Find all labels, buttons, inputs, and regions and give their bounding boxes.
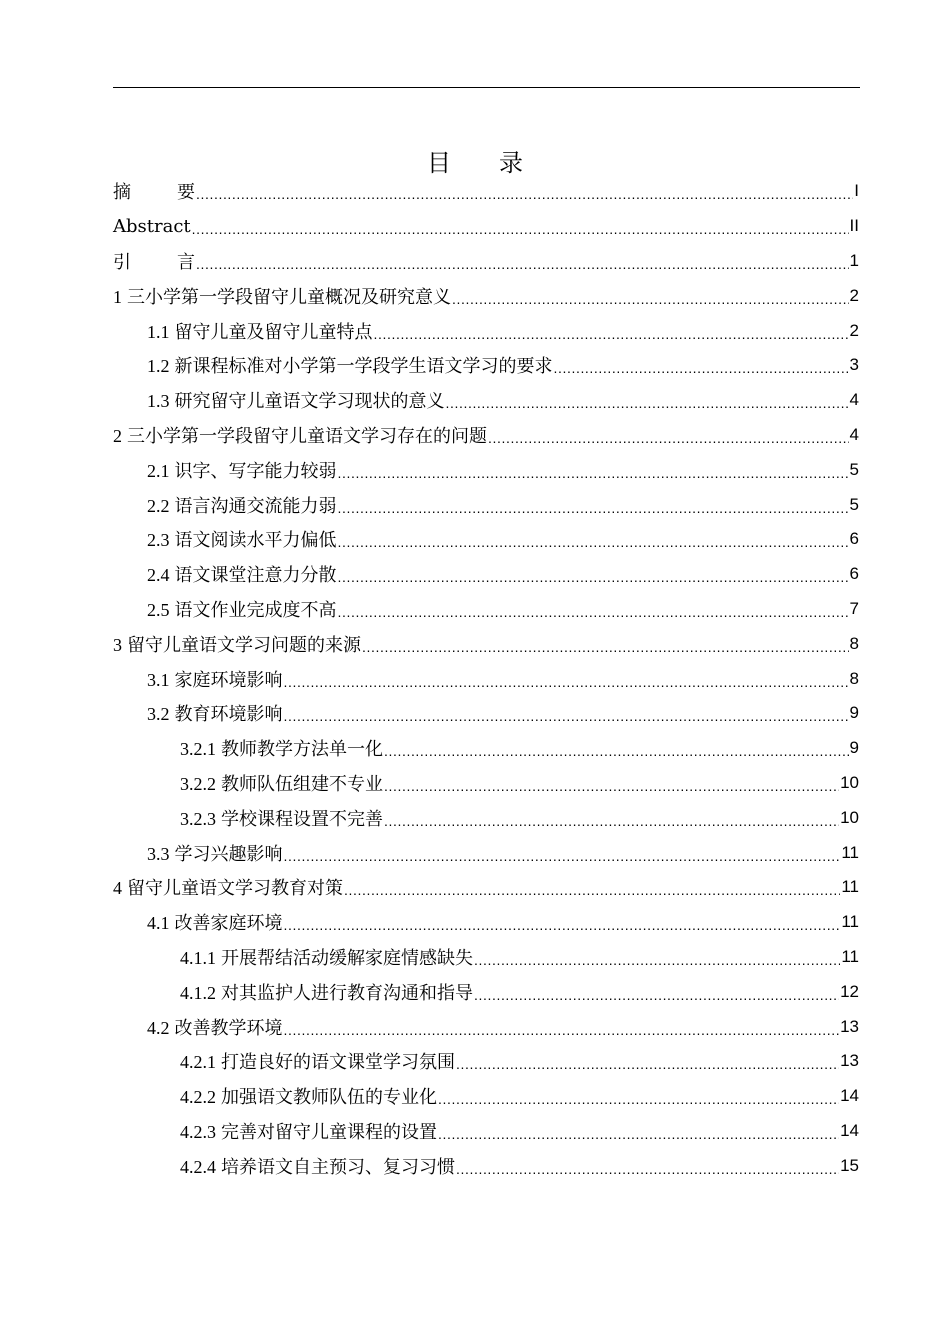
dot-leader [196,252,849,270]
toc-entry-number: 4 [113,878,122,899]
toc-entry-page-number: 9 [849,703,859,723]
toc-entry-label-char: 言 [177,251,195,273]
dot-leader [456,1157,839,1175]
toc-entry-page-number: 11 [841,842,859,862]
dot-leader [362,635,849,653]
toc-entry-text: 改善教学环境 [174,1017,283,1039]
dot-leader [384,774,839,792]
toc-entry-text: 研究留守儿童语文学习现状的意义 [174,391,445,413]
toc-entry-page-number: 2 [849,320,859,340]
toc-entry-number: 4.1 [147,913,170,934]
toc-entry-text: 语文阅读水平力偏低 [174,530,337,552]
toc-entry-text: 家庭环境影响 [174,669,283,691]
toc-entry[interactable] [113,278,859,313]
toc-entry[interactable] [113,487,859,522]
toc-entry-label [147,596,337,622]
toc-entry-page-number: 10 [840,807,859,827]
dot-leader [284,844,841,862]
toc-entry-number: 4.2.3 [180,1121,216,1142]
toc-entry-number: 1 [113,286,122,307]
toc-entry-text: 语文课堂注意力分散 [174,565,337,587]
toc-entry-page-number: 1 [849,250,859,270]
toc-entry-number: 3.2.1 [180,739,216,760]
toc-entry[interactable] [113,974,859,1009]
toc-entry[interactable] [113,418,859,453]
toc-entry[interactable] [113,731,859,766]
toc-entry-label [180,979,473,1005]
toc-entry-text: 教师教学方法单一化 [221,739,383,761]
toc-entry[interactable] [113,209,859,244]
toc-entry-text: 留守儿童语文学习教育对策 [127,878,343,900]
dot-leader [338,600,849,618]
table-of-contents [113,174,859,1183]
dot-leader [488,426,849,444]
toc-entry-number: 3 [113,634,122,655]
toc-entry[interactable] [113,1044,859,1079]
toc-entry-label [180,805,383,831]
toc-entry-label [113,283,451,309]
toc-entry[interactable] [113,870,859,905]
dot-leader [284,704,849,722]
toc-entry-page-number: 5 [849,459,859,479]
toc-entry-label [113,248,195,274]
dot-leader [338,496,849,514]
dot-leader [554,356,849,374]
toc-entry-number: 2.1 [147,460,170,481]
toc-entry-page-number: I [854,181,859,201]
toc-entry-text: 三小学第一学段留守儿童语文学习存在的问题 [127,425,487,447]
toc-entry-text: 识字、写字能力较弱 [174,460,337,482]
dot-leader [338,565,849,583]
toc-entry-page-number: 6 [849,564,859,584]
toc-entry-label-char: 引 [113,251,131,273]
toc-entry-label [147,1014,283,1040]
dot-leader [284,670,849,688]
toc-entry[interactable] [113,940,859,975]
toc-entry[interactable] [113,626,859,661]
toc-entry[interactable] [113,800,859,835]
toc-entry-number: 3.2 [147,704,170,725]
dot-leader [452,287,849,305]
dot-leader [284,1018,840,1036]
toc-entry-label [147,840,283,866]
toc-entry-page-number: 14 [840,1086,859,1106]
toc-entry-number: 1.2 [147,356,170,377]
toc-entry-number: 2.2 [147,495,170,516]
toc-entry-number: 2.3 [147,530,170,551]
toc-entry-page-number: 4 [849,424,859,444]
dot-leader [438,1122,839,1140]
toc-entry[interactable] [113,348,859,383]
toc-entry[interactable] [113,174,859,209]
toc-entry-number: 1.3 [147,391,170,412]
header-rule [113,87,860,88]
toc-entry[interactable] [113,1114,859,1149]
toc-entry-number: 4.2 [147,1017,170,1038]
toc-entry-text: 改善家庭环境 [174,913,283,935]
toc-entry-text: 加强语文教师队伍的专业化 [221,1087,437,1109]
toc-entry-page-number: II [849,216,859,236]
toc-entry-page-number: 13 [840,1016,859,1036]
dot-leader [374,322,849,340]
toc-entry-text: 开展帮结活动缓解家庭情感缺失 [221,947,473,969]
toc-entry[interactable] [113,557,859,592]
toc-entry-label-char: 摘 [113,182,131,204]
toc-entry-label [147,909,283,935]
toc-entry-label [147,352,553,378]
toc-entry-label [147,457,337,483]
toc-entry-text: 打造良好的语文课堂学习氛围 [221,1052,455,1074]
toc-entry-number: 1.1 [147,321,170,342]
toc-entry-label [113,422,487,448]
toc-entry[interactable] [113,835,859,870]
toc-entry-text: Abstract [113,215,191,237]
toc-entry-text: 语言沟通交流能力弱 [174,495,337,517]
dot-leader [384,809,839,827]
dot-leader [284,913,841,931]
toc-entry-text: 对其监护人进行教育沟通和指导 [221,982,473,1004]
toc-entry-label [180,1118,437,1144]
toc-entry-number: 4.2.4 [180,1156,216,1177]
toc-entry-number: 4.1.2 [180,982,216,1003]
toc-entry-label [147,387,445,413]
toc-entry[interactable] [113,696,859,731]
toc-entry-number: 3.2.2 [180,773,216,794]
toc-entry-label [180,1153,455,1179]
toc-entry-text: 教育环境影响 [174,704,283,726]
toc-entry-text: 留守儿童语文学习问题的来源 [127,634,361,656]
toc-entry-text: 完善对留守儿童课程的设置 [221,1121,437,1143]
toc-entry-page-number: 8 [849,668,859,688]
toc-entry-label [147,526,337,552]
toc-entry-text: 教师队伍组建不专业 [221,773,383,795]
toc-entry-label [180,1048,455,1074]
toc-entry-text: 培养语文自主预习、复习习惯 [221,1156,455,1178]
toc-entry-number: 2.5 [147,599,170,620]
toc-entry-number: 2 [113,425,122,446]
dot-leader [384,739,849,757]
toc-entry-page-number: 12 [840,981,859,1001]
dot-leader [456,1052,839,1070]
dot-leader [474,983,839,1001]
toc-entry[interactable] [113,1148,859,1183]
dot-leader [474,948,840,966]
toc-entry-number: 2.4 [147,565,170,586]
toc-entry-label [180,770,383,796]
toc-entry[interactable] [113,452,859,487]
toc-title [0,143,950,178]
toc-title-char-1: 目 [427,149,451,177]
toc-entry-page-number: 9 [849,738,859,758]
toc-entry-page-number: 2 [849,285,859,305]
toc-entry-label [113,216,191,237]
toc-entry-page-number: 10 [840,772,859,792]
dot-leader [438,1087,839,1105]
toc-entry-label [113,631,361,657]
toc-entry-label [113,874,343,900]
toc-entry[interactable] [113,383,859,418]
toc-entry[interactable] [113,244,859,279]
toc-entry-label [147,561,337,587]
toc-entry-text: 新课程标准对小学第一学段学生语文学习的要求 [174,356,553,378]
dot-leader [338,530,849,548]
toc-entry-label [180,735,383,761]
toc-entry-page-number: 13 [840,1051,859,1071]
toc-entry-number: 3.2.3 [180,808,216,829]
dot-leader [196,182,853,200]
toc-entry-text: 三小学第一学段留守儿童概况及研究意义 [127,286,451,308]
toc-entry[interactable] [113,1079,859,1114]
toc-entry-label [147,666,283,692]
toc-entry-page-number: 7 [849,598,859,618]
toc-entry-page-number: 5 [849,494,859,514]
dot-leader [344,878,840,896]
toc-entry-number: 3.1 [147,669,170,690]
toc-entry-number: 4.2.1 [180,1052,216,1073]
toc-entry[interactable] [113,522,859,557]
toc-entry[interactable] [113,1009,859,1044]
toc-entry-page-number: 11 [841,912,859,932]
toc-entry-text: 语文作业完成度不高 [174,599,337,621]
toc-entry-label [113,178,195,204]
toc-entry-page-number: 11 [841,946,859,966]
toc-entry-page-number: 11 [841,877,859,897]
toc-entry-number: 4.1.1 [180,947,216,968]
toc-entry-page-number: 4 [849,390,859,410]
toc-entry-number: 4.2.2 [180,1087,216,1108]
toc-entry-label [180,1083,437,1109]
toc-entry-label [147,700,283,726]
toc-entry-label [147,492,337,518]
toc-entry[interactable] [113,592,859,627]
toc-entry[interactable] [113,766,859,801]
dot-leader [446,391,849,409]
dot-leader [192,217,849,235]
toc-title-char-2: 录 [499,149,523,177]
toc-entry-page-number: 8 [849,633,859,653]
toc-entry[interactable] [113,661,859,696]
toc-entry-page-number: 3 [849,355,859,375]
toc-entry-label-char: 要 [177,182,195,204]
toc-entry-page-number: 14 [840,1120,859,1140]
toc-entry[interactable] [113,905,859,940]
dot-leader [338,461,849,479]
toc-entry[interactable] [113,313,859,348]
toc-entry-page-number: 15 [840,1155,859,1175]
toc-entry-page-number: 6 [849,529,859,549]
toc-entry-text: 留守儿童及留守儿童特点 [174,321,373,343]
toc-entry-text: 学校课程设置不完善 [221,808,383,830]
toc-entry-label [180,944,473,970]
toc-entry-label [147,318,373,344]
toc-entry-number: 3.3 [147,843,170,864]
toc-entry-text: 学习兴趣影响 [174,843,283,865]
